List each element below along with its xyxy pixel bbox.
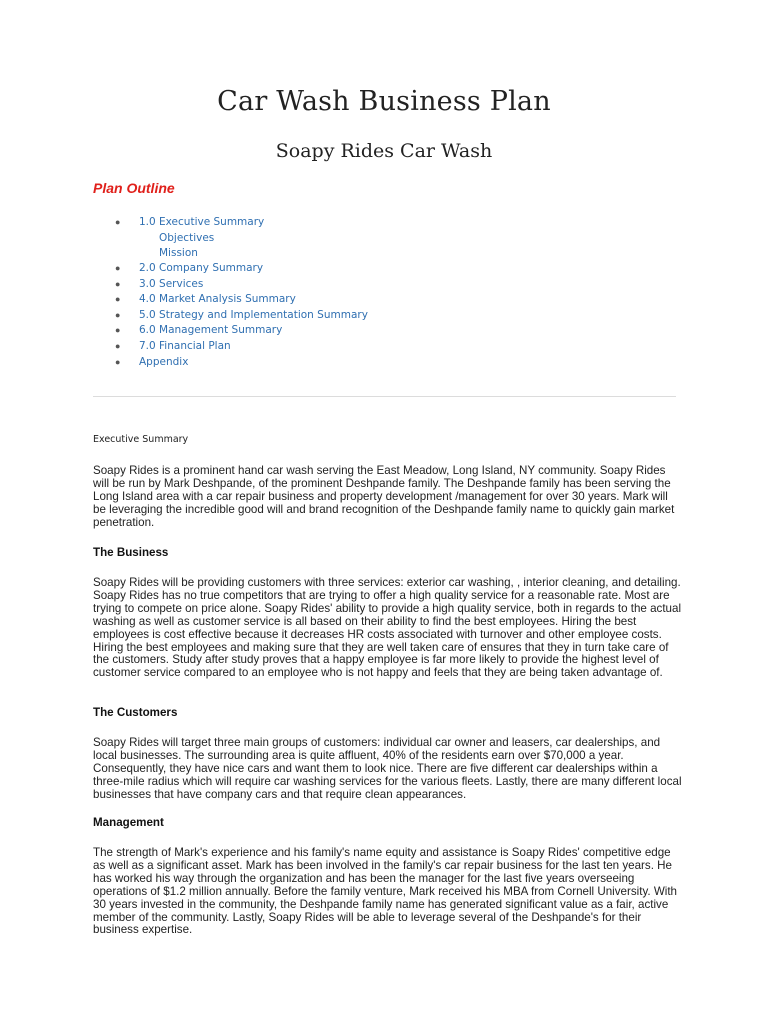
bullet-icon: ● <box>115 279 121 289</box>
bullet-icon: ● <box>115 310 121 320</box>
toc-link[interactable]: Objectives <box>159 232 215 244</box>
toc-link[interactable]: 6.0 Management Summary <box>139 324 283 336</box>
bullet-icon: ● <box>115 217 121 227</box>
horizontal-divider <box>93 396 676 397</box>
bullet-icon: ● <box>115 357 121 367</box>
toc-link[interactable]: 4.0 Market Analysis Summary <box>139 293 296 305</box>
intro-paragraph: Soapy Rides is a prominent hand car wash serving the East Meadow, Long Island, NY community. Soapy Rides will be run by Mark Deshpande, of the prominent Deshpande family. The Deshpande family has been serving the Long Island area with a car repair business and property development /management for over 30 years. Mark will be leveraging the incredible good will and brand recognition of the Deshpande family name to quickly gain market penetration. <box>93 464 675 529</box>
toc-link[interactable]: Appendix <box>139 356 189 368</box>
section-heading-business: The Business <box>93 546 169 559</box>
bullet-icon: ● <box>115 341 121 351</box>
toc-link[interactable]: Mission <box>159 247 198 259</box>
bullet-icon: ● <box>115 263 121 273</box>
toc-link[interactable]: 1.0 Executive Summary <box>139 216 265 228</box>
bullet-icon: ● <box>115 294 121 304</box>
toc-link[interactable]: 2.0 Company Summary <box>139 262 264 274</box>
section-body-business: Soapy Rides will be providing customers with three services: exterior car washing, , interior cleaning, and detailing. Soapy Rides has no true competitors that are trying to offer a high quality service for a reasonable rate. Most are trying to compete on price alone. Soapy Rides' ability to provide a high quality service, both in regards to the actual washing as well as customer service is all based on their ability to find the best employees. Hiring the best employees is cost effective because it decreases HR costs associated with turnover and other employee costs. Hiring the best employees and making sure that they are well taken care of ensures that they in turn take care of the customers. Study after study proves that a happy employee is far more likely to provide the highest level of customer service compared to an employee who is not happy and feels that they are being taken advantage of. <box>93 576 682 680</box>
section-heading-customers: The Customers <box>93 706 178 719</box>
bullet-icon: ● <box>115 325 121 335</box>
plan-outline-heading: Plan Outline <box>93 180 175 196</box>
toc-link[interactable]: 5.0 Strategy and Implementation Summary <box>139 309 368 321</box>
section-body-management: The strength of Mark's experience and his family's name equity and assistance is Soapy Rides' competitive edge as well as a significant asset. Mark has been involved in the family's car repair business for the last ten years. He has worked his way through the organization and has been the manager for the last five years overseeing operations of $1.2 million annually. Before the family venture, Mark received his MBA from Cornell University. With 30 years invested in the community, the Deshpande family name has generated significant value as a fair, active member of the community. Lastly, Soapy Rides will be able to leverage several of the Deshpande's for their business expertise. <box>93 846 678 937</box>
document-title: Car Wash Business Plan <box>217 86 551 117</box>
toc-link[interactable]: 7.0 Financial Plan <box>139 340 231 352</box>
section-heading-management: Management <box>93 816 164 829</box>
executive-summary-label: Executive Summary <box>93 434 189 445</box>
section-body-customers: Soapy Rides will target three main groups of customers: individual car owner and leasers, car dealerships, and local businesses. The surrounding area is quite affluent, 40% of the residents earn over $70,000 a year. Consequently, they have nice cars and want them to look nice. There are five different car dealerships within a three-mile radius which will require car washing services for the various fleets. Lastly, there are many different local businesses that have company cars and that require clean appearances. <box>93 736 682 801</box>
toc-link[interactable]: 3.0 Services <box>139 278 204 290</box>
document-subtitle: Soapy Rides Car Wash <box>275 140 493 162</box>
